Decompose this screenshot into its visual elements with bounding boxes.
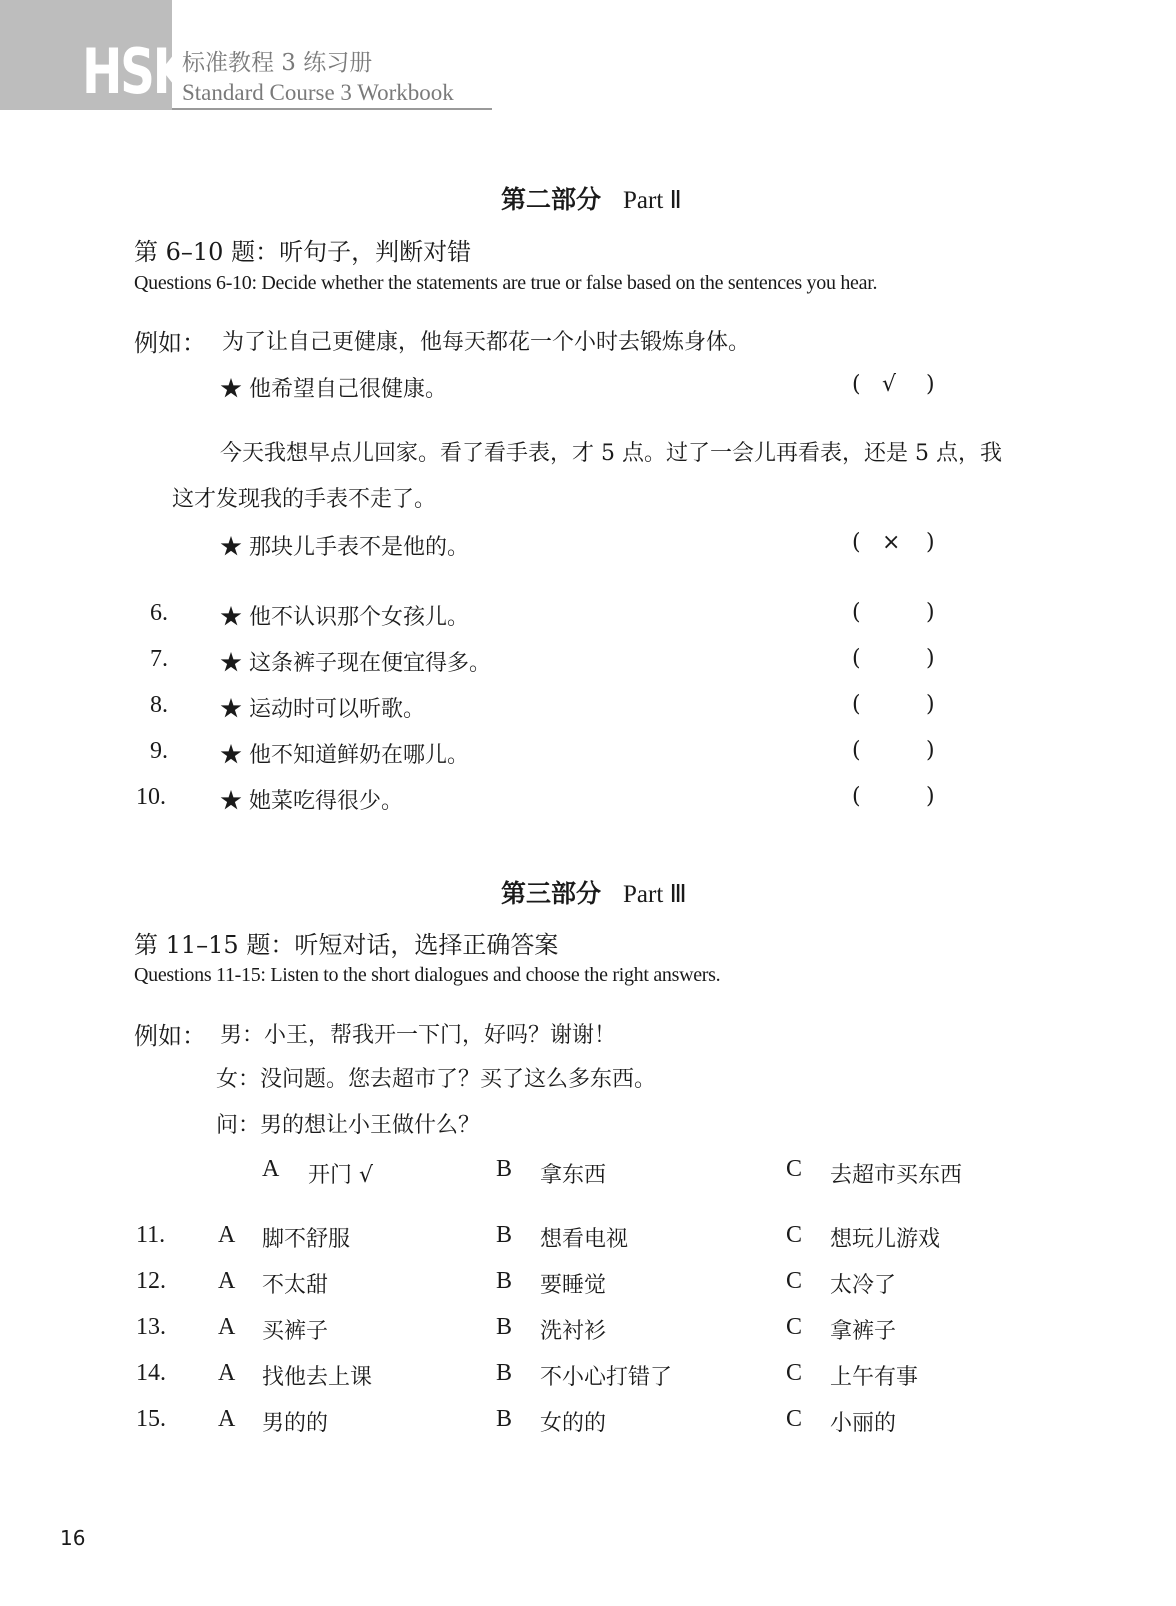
question-number: 11.	[136, 1222, 166, 1248]
paren-close: )	[926, 646, 935, 671]
option-text: 想玩儿游戏	[830, 1227, 941, 1252]
part2-instruction-cn: 第 6–10 题：听句子，判断对错	[134, 238, 472, 266]
option-letter[interactable]: B	[496, 1222, 513, 1248]
example2-statement: ★ 那块儿手表不是他的。	[220, 535, 469, 560]
option-letter[interactable]: C	[786, 1222, 803, 1248]
dialogue-question: 问：男的想让小王做什么？	[216, 1113, 481, 1138]
option-letter: B	[496, 1156, 513, 1182]
hsk-logo: HSK	[82, 35, 188, 108]
question-number: 13.	[136, 1314, 166, 1340]
paren-close: )	[926, 784, 935, 809]
option-letter[interactable]: A	[218, 1406, 236, 1432]
option-letter: C	[786, 1156, 803, 1182]
header-underline	[172, 108, 492, 110]
option-text: 拿裤子	[830, 1319, 897, 1344]
part2-title-cn: 第二部分	[501, 185, 602, 214]
part3-instruction-cn: 第 11–15 题：听短对话，选择正确答案	[134, 931, 559, 959]
paren-open: (	[852, 646, 861, 671]
paren-open: (	[852, 738, 861, 763]
paren-open: (	[852, 784, 861, 809]
part3-title	[501, 874, 687, 910]
option-text: 女的的	[540, 1411, 607, 1436]
option-letter[interactable]: C	[786, 1314, 803, 1340]
part2-instruction-en: Questions 6-10: Decide whether the statements are true or false based on the sentences you hear.	[134, 272, 878, 294]
example-label: 例如：	[134, 329, 206, 357]
option-letter[interactable]: C	[786, 1360, 803, 1386]
check-mark: √	[882, 372, 897, 397]
option-letter[interactable]: A	[218, 1268, 236, 1294]
part3-title-cn: 第三部分	[501, 879, 602, 908]
dialogue-woman: 女：没问题。您去超市了？买了这么多东西。	[216, 1067, 657, 1092]
paren-open: (	[852, 530, 861, 555]
question-statement: ★ 这条裤子现在便宜得多。	[220, 651, 491, 676]
question-statement: ★ 运动时可以听歌。	[220, 697, 425, 722]
book-title-en: Standard Course 3 Workbook	[182, 80, 454, 105]
question-number: 6.	[150, 600, 168, 626]
paren-open: (	[852, 692, 861, 717]
question-number: 8.	[150, 692, 168, 718]
part3-title-en: Part Ⅲ	[623, 881, 687, 908]
option-text: 开门 √	[308, 1163, 374, 1188]
question-number: 12.	[136, 1268, 166, 1294]
option-text: 脚不舒服	[262, 1227, 351, 1252]
part2-title-en: Part Ⅱ	[623, 187, 682, 214]
paren-close: )	[926, 372, 935, 397]
example-sentence: 为了让自己更健康，他每天都花一个小时去锻炼身体。	[222, 330, 751, 355]
example-label: 例如：	[134, 1022, 206, 1050]
paren-close: )	[926, 738, 935, 763]
example2-line1: 今天我想早点儿回家。看了看手表，才 5 点。过了一会儿再看表，还是 5 点，我	[220, 441, 1002, 466]
option-text: 不小心打错了	[540, 1365, 673, 1390]
dialogue-man: 男：小王，帮我开一下门，好吗？谢谢！	[220, 1023, 617, 1048]
option-text: 太冷了	[830, 1273, 897, 1298]
part3-instruction-en: Questions 11-15: Listen to the short dialogues and choose the right answers.	[134, 964, 721, 986]
option-text: 去超市买东西	[830, 1163, 963, 1188]
example-statement: ★ 他希望自己很健康。	[220, 377, 447, 402]
option-letter[interactable]: A	[218, 1360, 236, 1386]
option-letter[interactable]: B	[496, 1314, 513, 1340]
option-letter[interactable]: C	[786, 1268, 803, 1294]
option-letter[interactable]: B	[496, 1268, 513, 1294]
question-statement: ★ 她菜吃得很少。	[220, 789, 403, 814]
option-letter: A	[262, 1156, 280, 1182]
option-letter[interactable]: B	[496, 1406, 513, 1432]
paren-close: )	[926, 600, 935, 625]
option-letter[interactable]: B	[496, 1360, 513, 1386]
option-text: 上午有事	[830, 1365, 919, 1390]
question-number: 7.	[150, 646, 168, 672]
paren-close: )	[926, 530, 935, 555]
option-text: 洗衬衫	[540, 1319, 607, 1344]
question-statement: ★ 他不认识那个女孩儿。	[220, 605, 469, 630]
option-text: 拿东西	[540, 1163, 607, 1188]
question-number: 9.	[150, 738, 168, 764]
cross-mark: ×	[882, 530, 901, 555]
option-text: 买裤子	[262, 1319, 329, 1344]
paren-close: )	[926, 692, 935, 717]
paren-open: (	[852, 600, 861, 625]
paren-open: (	[852, 372, 861, 397]
option-text: 小丽的	[830, 1411, 897, 1436]
option-text: 找他去上课	[262, 1365, 373, 1390]
page-number: 16	[60, 1526, 86, 1550]
example2-line2: 这才发现我的手表不走了。	[172, 487, 437, 512]
question-number: 10.	[136, 784, 166, 810]
option-text: 要睡觉	[540, 1273, 607, 1298]
option-letter[interactable]: A	[218, 1314, 236, 1340]
option-letter[interactable]: A	[218, 1222, 236, 1248]
question-number: 14.	[136, 1360, 166, 1386]
book-title-cn: 标准教程 3 练习册	[182, 50, 373, 76]
option-text: 想看电视	[540, 1227, 629, 1252]
part2-title	[501, 180, 682, 216]
option-text: 男的的	[262, 1411, 329, 1436]
option-letter[interactable]: C	[786, 1406, 803, 1432]
option-text: 不太甜	[262, 1273, 329, 1298]
question-number: 15.	[136, 1406, 166, 1432]
question-statement: ★ 他不知道鲜奶在哪儿。	[220, 743, 469, 768]
